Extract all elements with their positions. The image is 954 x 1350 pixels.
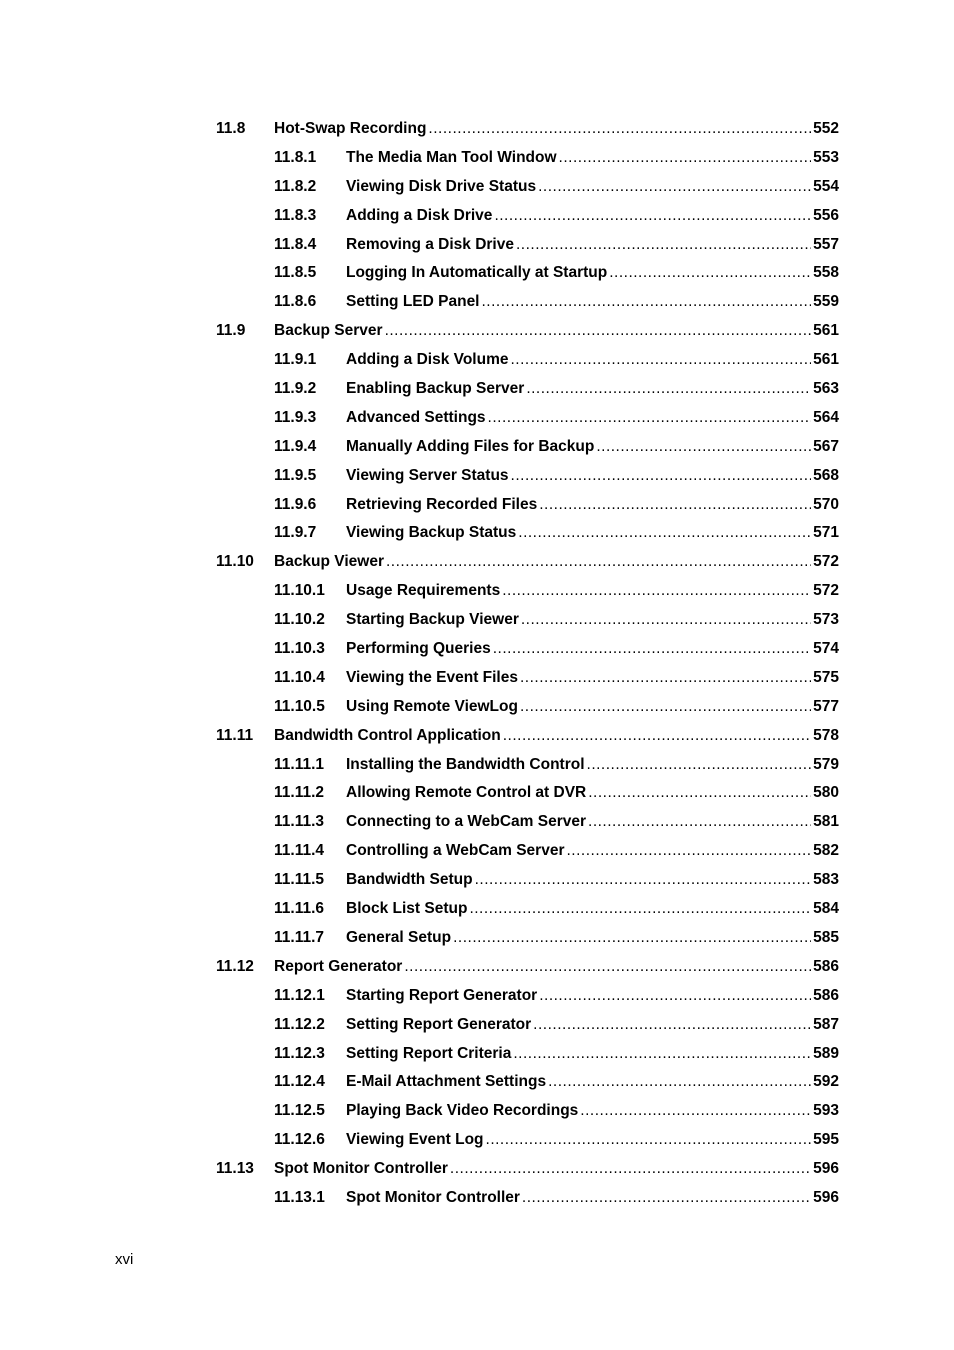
toc-entry-page: 579 xyxy=(813,755,839,773)
toc-entry-number: 11.9.7 xyxy=(274,524,317,542)
toc-entry-line xyxy=(346,581,839,601)
toc-entry-page: 564 xyxy=(813,408,839,426)
toc-entry-number: 11.12.1 xyxy=(274,986,325,1004)
toc-entry-page: 592 xyxy=(813,1073,839,1091)
toc-entry-number: 11.8.5 xyxy=(274,264,317,282)
toc-entry-page: 568 xyxy=(813,466,839,484)
toc-entry[interactable] xyxy=(0,986,954,1015)
toc-entry-number: 11.12.2 xyxy=(274,1015,325,1033)
toc-entry-line xyxy=(346,668,839,688)
toc-entry-line xyxy=(346,1015,839,1035)
toc-entry-page: 584 xyxy=(813,900,839,918)
toc-entry-line xyxy=(346,292,839,312)
toc-entry-page: 572 xyxy=(813,553,839,571)
toc-entry-title: Playing Back Video Recordings xyxy=(346,1102,579,1120)
dot-leader xyxy=(475,870,812,890)
toc-entry-title: Retrieving Recorded Files xyxy=(346,495,538,513)
toc-entry-number: 11.12.6 xyxy=(274,1131,325,1149)
toc-entry-number: 11.11.4 xyxy=(274,842,325,860)
toc-entry[interactable] xyxy=(0,466,954,495)
toc-entry-page: 582 xyxy=(813,842,839,860)
toc-entry-number: 11.11.5 xyxy=(274,871,325,889)
toc-entry-page: 554 xyxy=(813,177,839,195)
toc-entry-line xyxy=(346,870,839,890)
toc-entry-page: 573 xyxy=(813,611,839,629)
toc-entry[interactable] xyxy=(0,755,954,784)
toc-entry[interactable] xyxy=(0,148,954,177)
dot-leader xyxy=(469,899,811,919)
dot-leader xyxy=(596,437,811,457)
toc-entry-line xyxy=(346,986,839,1006)
toc-entry[interactable] xyxy=(0,321,954,350)
toc-entry-page: 578 xyxy=(813,726,839,744)
toc-entry-line xyxy=(346,639,839,659)
toc-entry-title: Advanced Settings xyxy=(346,408,486,426)
dot-leader xyxy=(386,552,811,572)
toc-entry[interactable] xyxy=(0,1072,954,1101)
dot-leader xyxy=(494,206,811,226)
toc-entry-title: Removing a Disk Drive xyxy=(346,235,514,253)
toc-entry-number: 11.9.4 xyxy=(274,437,317,455)
dot-leader xyxy=(404,957,811,977)
toc-entry-page: 580 xyxy=(813,784,839,802)
toc-entry-number: 11.10.3 xyxy=(274,640,325,658)
toc-entry-number: 11.10.5 xyxy=(274,697,325,715)
toc-entry[interactable] xyxy=(0,639,954,668)
dot-leader xyxy=(503,726,811,746)
toc-entry-number: 11.9.5 xyxy=(274,466,317,484)
toc-entry[interactable] xyxy=(0,1159,954,1188)
toc-entry-title: Viewing Server Status xyxy=(346,466,509,484)
toc-entry-number: 11.12.4 xyxy=(274,1073,325,1091)
toc-entry-line xyxy=(346,379,839,399)
toc-entry-line xyxy=(346,177,839,197)
toc-entry-line xyxy=(346,437,839,457)
toc-entry-line xyxy=(346,928,839,948)
toc-entry-title: Viewing Disk Drive Status xyxy=(346,177,537,195)
toc-entry-title: Viewing Event Log xyxy=(346,1131,484,1149)
toc-entry[interactable] xyxy=(0,899,954,928)
toc-entry-page: 583 xyxy=(813,871,839,889)
dot-leader xyxy=(548,1072,811,1092)
toc-entry-page: 595 xyxy=(813,1131,839,1149)
toc-entry-title: Setting LED Panel xyxy=(346,293,480,311)
toc-entry-line xyxy=(346,495,839,515)
dot-leader xyxy=(587,755,812,775)
dot-leader xyxy=(588,812,811,832)
toc-entry-title: Enabling Backup Server xyxy=(346,380,525,398)
toc-entry-page: 574 xyxy=(813,640,839,658)
toc-entry-page: 552 xyxy=(813,120,839,137)
toc-entry-number: 11.11.6 xyxy=(274,900,325,918)
dot-leader xyxy=(453,928,811,948)
toc-entry[interactable] xyxy=(0,292,954,321)
toc-entry-title: Using Remote ViewLog xyxy=(346,697,518,715)
toc-entry-page: 557 xyxy=(813,235,839,253)
toc-entry-page: 586 xyxy=(813,957,839,975)
toc-entry-title: Setting Report Criteria xyxy=(346,1044,512,1062)
dot-leader xyxy=(566,841,811,861)
toc-entry-title: Backup Server xyxy=(274,322,383,340)
toc-entry-title: Adding a Disk Drive xyxy=(346,206,493,224)
toc-entry-line xyxy=(346,610,839,630)
toc-entry-number: 11.9.3 xyxy=(274,408,317,426)
toc-entry[interactable] xyxy=(0,1015,954,1044)
toc-entry-page: 589 xyxy=(813,1044,839,1062)
toc-entry-page: 596 xyxy=(813,1188,839,1206)
dot-leader xyxy=(486,1130,812,1150)
toc-entry-number: 11.10.4 xyxy=(274,668,325,686)
toc-entry-page: 558 xyxy=(813,264,839,282)
toc-entry-line xyxy=(346,235,839,255)
toc-entry-line xyxy=(346,812,839,832)
toc-entry-title: Starting Backup Viewer xyxy=(346,611,519,629)
toc-entry-title: Bandwidth Control Application xyxy=(274,726,501,744)
dot-leader xyxy=(488,408,812,428)
toc-entry-title: Block List Setup xyxy=(346,900,468,918)
toc-entry-line xyxy=(274,1159,839,1179)
page-number: xvi xyxy=(115,1251,134,1268)
dot-leader xyxy=(511,350,812,370)
toc-entry[interactable] xyxy=(0,206,954,235)
dot-leader xyxy=(520,697,811,717)
toc-entry-page: 586 xyxy=(813,986,839,1004)
toc-entry-page: 571 xyxy=(813,524,839,542)
toc-entry-title: Allowing Remote Control at DVR xyxy=(346,784,587,802)
dot-leader xyxy=(493,639,811,659)
toc-entry-line xyxy=(346,263,839,283)
dot-leader xyxy=(520,668,811,688)
toc-entry-title: Starting Report Generator xyxy=(346,986,538,1004)
toc-entry-title: Bandwidth Setup xyxy=(346,871,473,889)
toc-entry[interactable] xyxy=(0,870,954,899)
toc-entry-title: Connecting to a WebCam Server xyxy=(346,813,587,831)
dot-leader xyxy=(533,1015,811,1035)
toc-entry-title: E-Mail Attachment Settings xyxy=(346,1073,547,1091)
toc-entry[interactable] xyxy=(0,812,954,841)
toc-entry-title: Installing the Bandwidth Control xyxy=(346,755,585,773)
toc-entry[interactable] xyxy=(0,928,954,957)
dot-leader xyxy=(609,263,811,283)
toc-entry-number: 11.12.5 xyxy=(274,1102,325,1120)
toc-entry-number: 11.12.3 xyxy=(274,1044,325,1062)
toc-entry-title: Viewing Backup Status xyxy=(346,524,517,542)
toc-entry[interactable] xyxy=(0,552,954,581)
dot-leader xyxy=(539,986,811,1006)
toc-entry-number: 11.11 xyxy=(216,726,254,744)
toc-entry-page: 593 xyxy=(813,1102,839,1120)
toc-entry-number: 11.8.2 xyxy=(274,177,317,195)
toc-entry-line xyxy=(346,1130,839,1150)
toc-entry-page: 587 xyxy=(813,1015,839,1033)
toc-entry-title: The Media Man Tool Window xyxy=(346,148,557,166)
toc-entry-page: 567 xyxy=(813,437,839,455)
toc-entry-line xyxy=(346,206,839,226)
toc-entry-page: 596 xyxy=(813,1160,839,1178)
toc-entry-line xyxy=(346,1072,839,1092)
toc-entry-line xyxy=(346,466,839,486)
toc-entry[interactable] xyxy=(0,1130,954,1159)
toc-entry[interactable] xyxy=(0,1101,954,1130)
toc-entry-page: 585 xyxy=(813,928,839,946)
toc-entry[interactable] xyxy=(0,379,954,408)
toc-entry-number: 11.10.1 xyxy=(274,582,325,600)
dot-leader xyxy=(513,1044,811,1064)
toc-entry-number: 11.10.2 xyxy=(274,611,325,629)
toc-entry-page: 575 xyxy=(813,668,839,686)
toc-entry-page: 563 xyxy=(813,380,839,398)
toc-entry[interactable] xyxy=(0,408,954,437)
dot-leader xyxy=(559,148,812,168)
toc-entry-line xyxy=(274,552,839,572)
toc-entry-page: 577 xyxy=(813,697,839,715)
toc-entry[interactable] xyxy=(0,523,954,552)
toc-entry[interactable] xyxy=(0,235,954,264)
toc-entry-title: Report Generator xyxy=(274,957,403,975)
toc-entry[interactable] xyxy=(0,263,954,292)
toc-entry-number: 11.11.7 xyxy=(274,928,325,946)
toc-entry-title: Setting Report Generator xyxy=(346,1015,532,1033)
toc-entry-line xyxy=(346,783,839,803)
dot-leader xyxy=(588,783,811,803)
toc-entry[interactable] xyxy=(0,783,954,812)
toc-entry-page: 553 xyxy=(813,148,839,166)
toc-entry-number: 11.11.1 xyxy=(274,755,325,773)
toc-entry-title: Backup Viewer xyxy=(274,553,384,571)
toc-entry-title: Controlling a WebCam Server xyxy=(346,842,565,860)
dot-leader xyxy=(580,1101,811,1121)
toc-entry-title: Usage Requirements xyxy=(346,582,501,600)
toc-entry-line xyxy=(274,321,839,341)
dot-leader xyxy=(516,235,811,255)
dot-leader xyxy=(450,1159,811,1179)
toc-entry-title: Manually Adding Files for Backup xyxy=(346,437,595,455)
dot-leader xyxy=(522,1188,811,1208)
toc-entry-title: Viewing the Event Files xyxy=(346,668,518,686)
toc-entry-line xyxy=(346,523,839,543)
toc-entry-number: 11.9.1 xyxy=(274,351,317,369)
toc-entry-number: 11.12 xyxy=(216,957,254,975)
toc-entry[interactable] xyxy=(0,177,954,206)
toc-entry-number: 11.10 xyxy=(216,553,254,571)
dot-leader xyxy=(385,321,812,341)
dot-leader xyxy=(502,581,811,601)
toc-entry-number: 11.11.2 xyxy=(274,784,325,802)
toc-entry-number: 11.9.2 xyxy=(274,380,317,398)
dot-leader xyxy=(526,379,811,399)
toc-entry-line xyxy=(274,726,839,746)
toc-entry-line xyxy=(346,755,839,775)
toc-entry-title: Spot Monitor Controller xyxy=(274,1160,448,1178)
dot-leader xyxy=(539,495,811,515)
dot-leader xyxy=(538,177,811,197)
toc-entry[interactable] xyxy=(0,581,954,610)
toc-entry-line xyxy=(346,1188,839,1208)
toc-entry-title: General Setup xyxy=(346,928,452,946)
toc-entry[interactable] xyxy=(0,350,954,379)
toc-entry-number: 11.9 xyxy=(216,322,246,340)
toc-entry-line xyxy=(274,119,839,139)
toc-entry-page: 556 xyxy=(813,206,839,224)
toc-entry-number: 11.8.1 xyxy=(274,148,317,166)
toc-entry-title: Adding a Disk Volume xyxy=(346,351,509,369)
toc-entry[interactable] xyxy=(0,957,954,986)
toc-entry-title: Hot-Swap Recording xyxy=(274,120,427,137)
toc-entry-number: 11.8.3 xyxy=(274,206,317,224)
toc-entry-page: 570 xyxy=(813,495,839,513)
toc-entry-number: 11.8 xyxy=(216,120,246,137)
toc-entry-line xyxy=(346,350,839,370)
toc-entry-number: 11.8.6 xyxy=(274,293,317,311)
toc-entry[interactable] xyxy=(0,841,954,870)
toc-entry-title: Performing Queries xyxy=(346,640,491,658)
toc-entry-line xyxy=(346,697,839,717)
toc-entry-title: Logging In Automatically at Startup xyxy=(346,264,608,282)
toc-entry-line xyxy=(346,408,839,428)
toc-entry-number: 11.9.6 xyxy=(274,495,317,513)
toc-entry[interactable] xyxy=(0,1044,954,1073)
toc-entry-number: 11.8.4 xyxy=(274,235,317,253)
dot-leader xyxy=(518,523,811,543)
toc-entry-line xyxy=(346,1101,839,1121)
toc-entry-number: 11.13.1 xyxy=(274,1188,325,1206)
toc-entry[interactable] xyxy=(0,668,954,697)
toc-entry[interactable] xyxy=(0,437,954,466)
toc-entry-page: 572 xyxy=(813,582,839,600)
toc-entry-title: Spot Monitor Controller xyxy=(346,1188,520,1206)
toc-entry-page: 561 xyxy=(813,351,839,369)
dot-leader xyxy=(511,466,812,486)
toc-entry-line xyxy=(346,148,839,168)
table-of-contents xyxy=(0,119,954,1217)
toc-entry[interactable] xyxy=(0,119,954,148)
toc-entry[interactable] xyxy=(0,726,954,755)
dot-leader xyxy=(521,610,811,630)
toc-entry-page: 561 xyxy=(813,322,839,340)
toc-entry-line xyxy=(346,1044,839,1064)
toc-entry[interactable] xyxy=(0,610,954,639)
toc-entry-number: 11.13 xyxy=(216,1160,254,1178)
toc-entry-line xyxy=(346,841,839,861)
dot-leader xyxy=(428,119,811,139)
toc-entry-page: 581 xyxy=(813,813,839,831)
toc-entry-number: 11.11.3 xyxy=(274,813,325,831)
dot-leader xyxy=(482,292,812,312)
toc-entry-page: 559 xyxy=(813,293,839,311)
toc-entry-line xyxy=(346,899,839,919)
toc-entry[interactable] xyxy=(0,697,954,726)
toc-entry-line xyxy=(274,957,839,977)
toc-entry[interactable] xyxy=(0,1188,954,1217)
toc-entry[interactable] xyxy=(0,495,954,524)
